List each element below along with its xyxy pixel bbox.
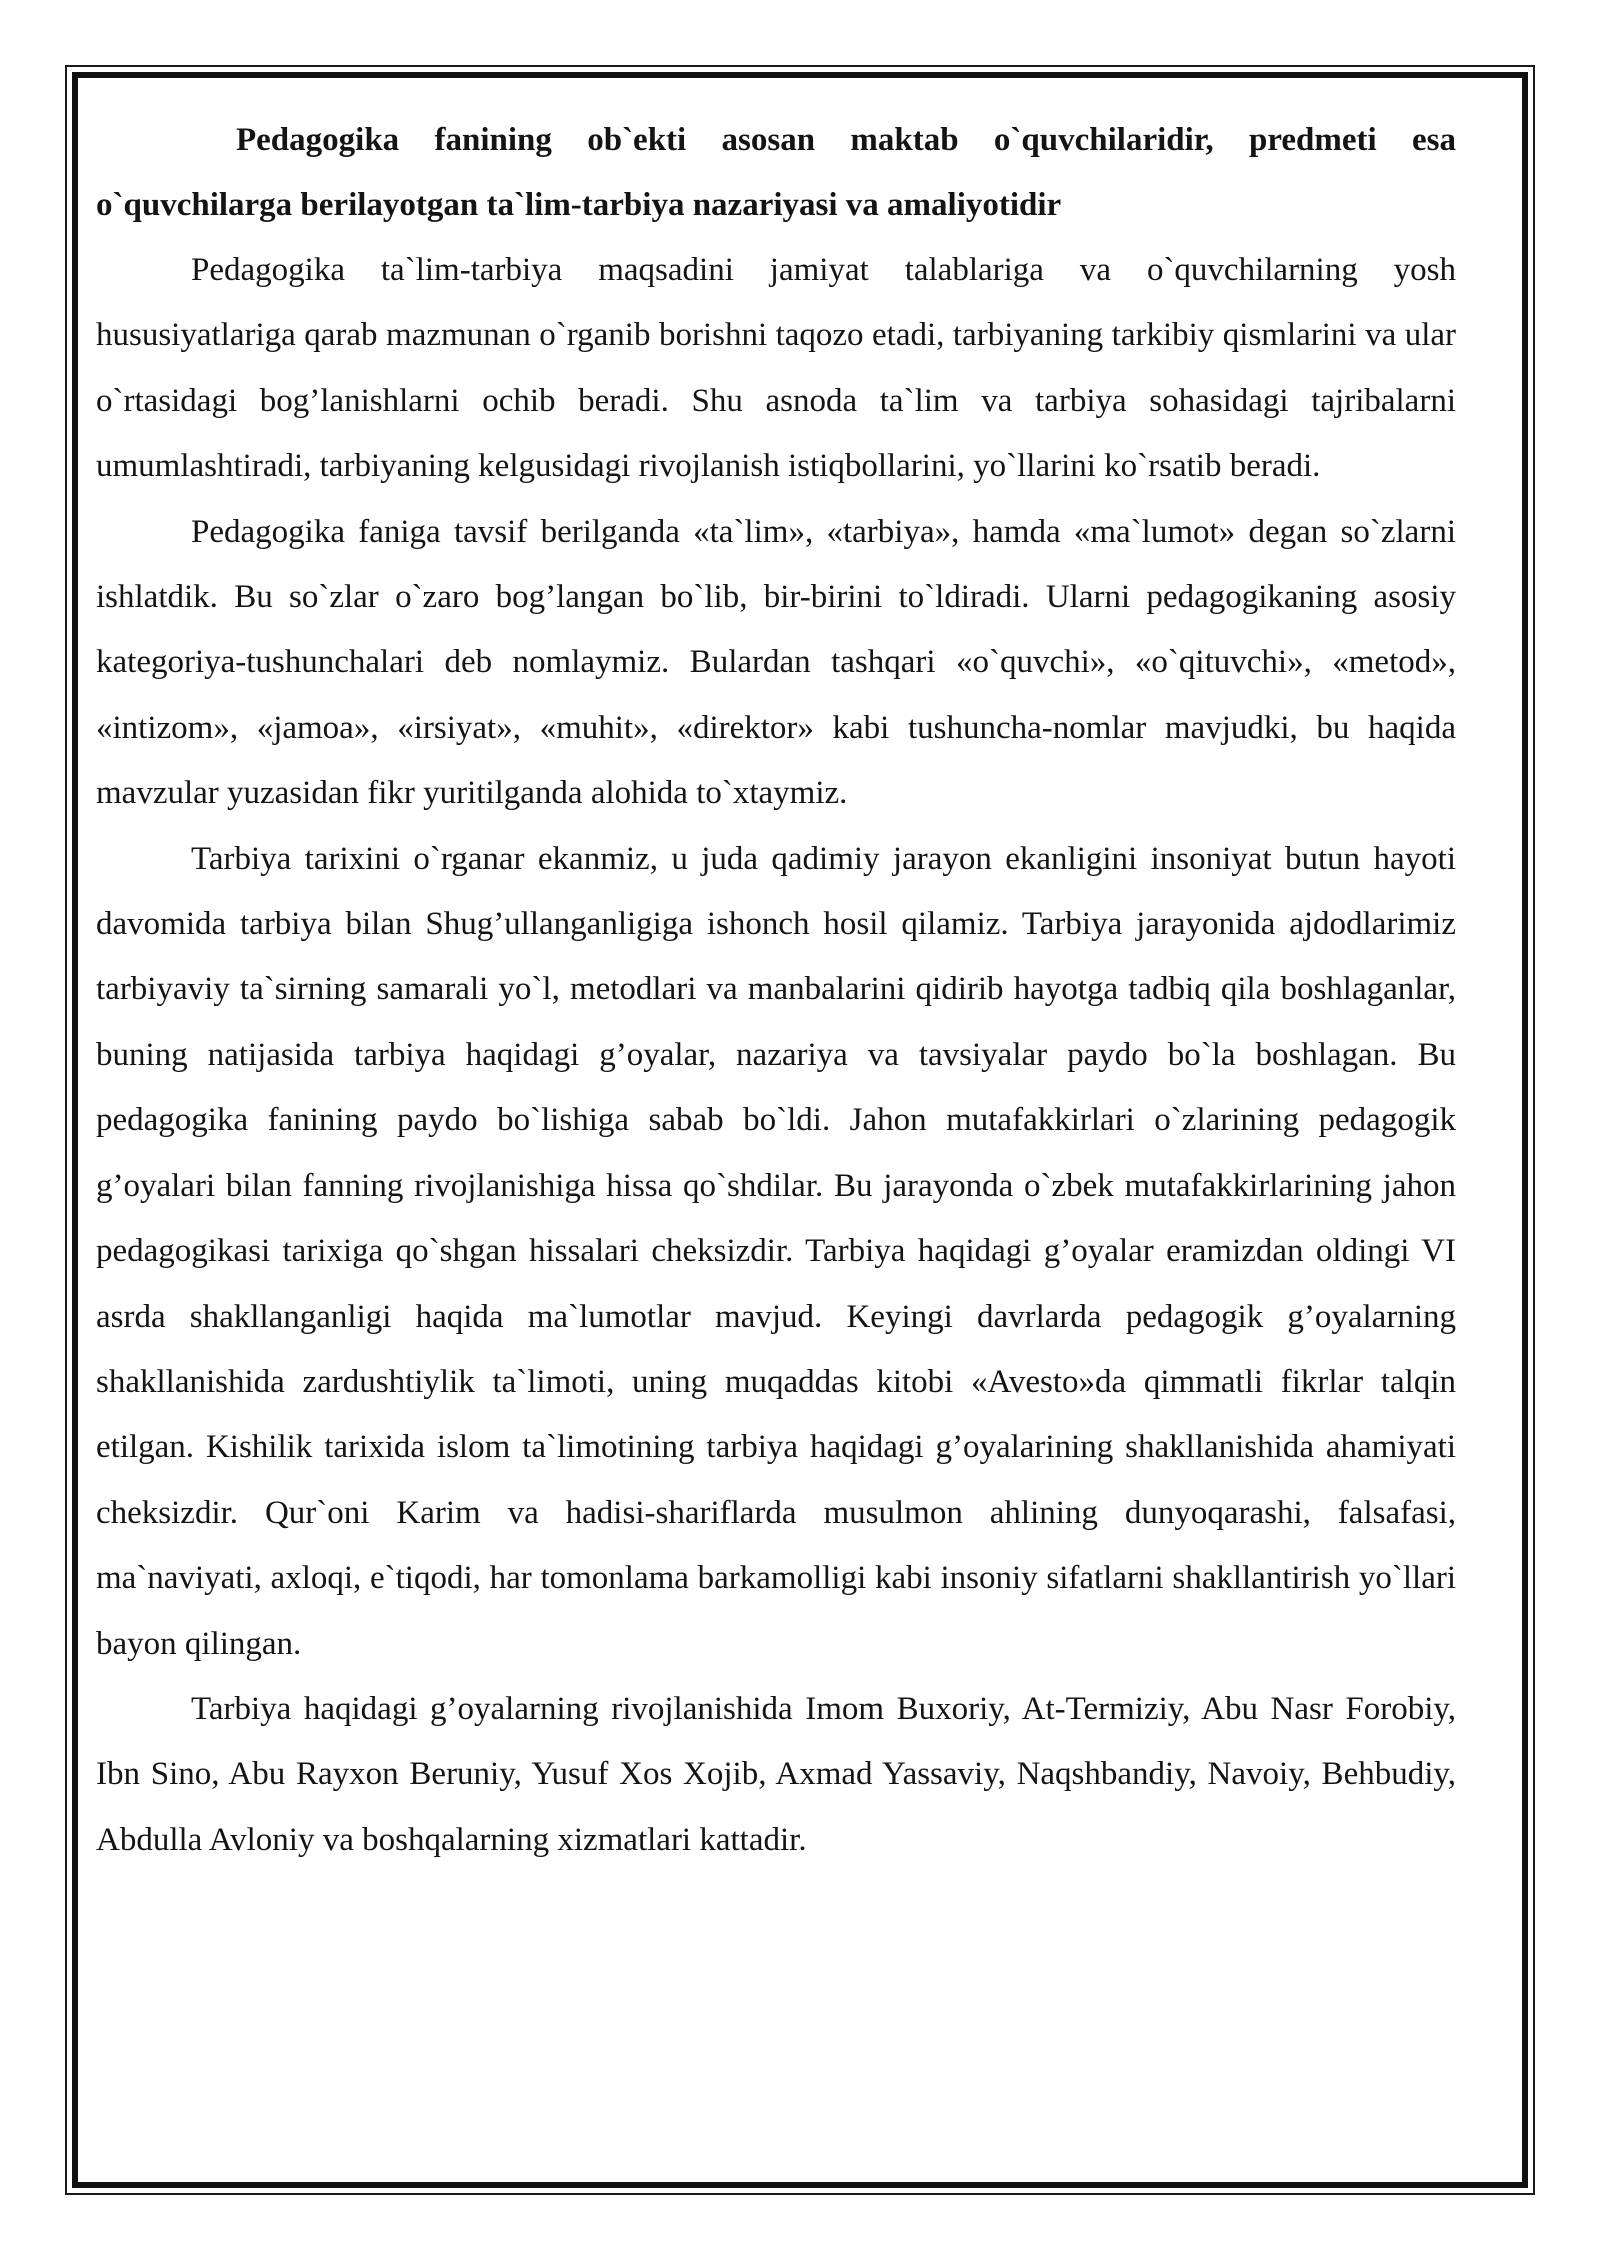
paragraph-4: Tarbiya haqidagi g’oyalarning rivojlanishida Imom Buxoriy, At-Termiziy, Abu Nasr Forobiy, Ibn Sino, Abu Rayxon Beruniy, Yusuf Xos Xojib, Axmad Yassaviy, Naqshbandiy, Navoiy, Behbudiy, Abdulla Avloniy va boshqalarning xizmatlari kattadir.	[96, 1690, 1456, 1858]
paragraph-1: Pedagogika ta`lim-tarbiya maqsadini jamiyat talablariga va o`quvchilarning yosh hususiyatlariga qarab mazmunan o`rganib borishni taqozo etadi, tarbiyaning tarkibiy qismlarini va ular o`rtasidagi bog’lanishlarni ochib beradi. Shu asnoda ta`lim va tarbiya sohasidagi tajribalarni umumlashtiradi, tarbiyaning kelgusidagi rivojlanish istiqbollarini, yo`llarini ko`rsatib beradi.	[96, 252, 1456, 485]
paragraph-3: Tarbiya tarixini o`rganar ekanmiz, u juda qadimiy jarayon ekanligini insoniyat butun hayoti davomida tarbiya bilan Shug’ullanganligiga ishonch hosil qilamiz. Tarbiya jarayonida ajdodlarimiz tarbiyaviy ta`sirning samarali yo`l, metodlari va manbalarini qidirib hayotga tadbiq qila boshlaganlar, buning natijasida tarbiya haqidagi g’oyalar, nazariya va tavsiyalar paydo bo`la boshlagan. Bu pedagogika fanining paydo bo`lishiga sabab bo`ldi. Jahon mutafakkirlari o`zlarining pedagogik g’oyalari bilan fanning rivojlanishiga hissa qo`shdilar. Bu jarayonda o`zbek mutafakkirlarining jahon pedagogikasi tarixiga qo`shgan hissalari cheksizdir. Tarbiya haqidagi g’oyalar eramizdan oldingi VI asrda shakllanganligi haqida ma`lumotlar mavjud. Keyingi davrlarda pedagogik g’oyalarning shakllanishida zardushtiylik ta`limoti, uning muqaddas kitobi «Avesto»da qimmatli fikrlar talqin etilgan. Kishilik tarixida islom ta`limotining tarbiya haqidagi g’oyalarining shakllanishida ahamiyati cheksizdir. Qur`oni Karim va hadisi-shariflarda musulmon ahlining dunyoqarashi, falsafasi, ma`naviyati, axloqi, e`tiqodi, har tomonlama barkamolligi kabi insoniy sifatlarni shakllantirish yo`llari bayon qilingan.	[96, 840, 1456, 1662]
paragraph-2: Pedagogika faniga tavsif berilganda «ta`lim», «tarbiya», hamda «ma`lumot» degan so`zlarni ishlatdik. Bu so`zlar o`zaro bog’langan bo`lib, bir-birini to`ldiradi. Ularni pedagogikaning asosiy kategoriya-tushunchalari deb nomlaymiz. Bulardan tashqari «o`quvchi», «o`qituvchi», «metod», «intizom», «jamoa», «irsiyat», «muhit», «direktor» kabi tushuncha-nomlar mavjudki, bu haqida mavzular yuzasidan fikr yuritilganda alohida to`xtaymiz.	[96, 513, 1456, 812]
document-body	[96, 108, 1456, 1873]
section-heading: Pedagogika fanining ob`ekti asosan maktab o`quvchilaridir, predmeti esa o`quvchilarga berilayotgan ta`lim-tarbiya nazariyasi va amaliyotidir	[96, 122, 1456, 223]
